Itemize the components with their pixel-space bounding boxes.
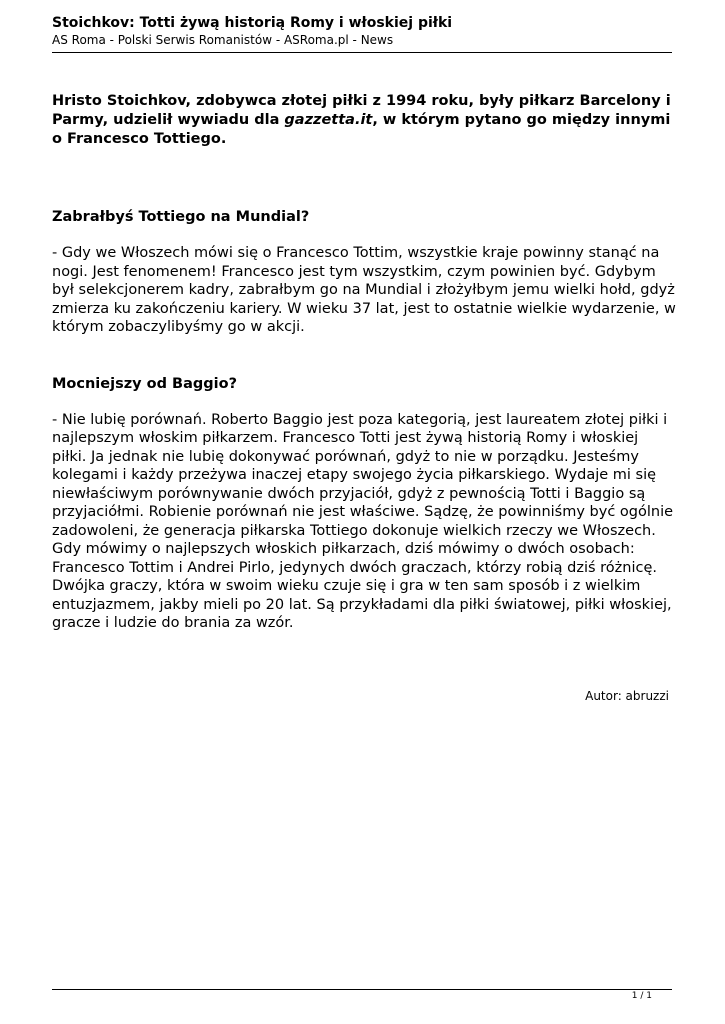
answer-paragraph: - Gdy we Włoszech mówi się o Francesco Tottim, wszystkie kraje powinny stanąć na nogi. Jest fenomenem! Francesco jest tym wszystkim, czym powinien być. Gdybym był selekcjonerem kadry, zabrałbym go na Mundial i złożyłbym jemu wielki hołd, gdyż zmierza ku zakończeniu kariery. W wieku 37 lat, jest to ostatnie wielkie wydarzenie, w którym zobaczylibyśmy go w akcji. — [52, 245, 676, 335]
answer-paragraph: - Nie lubię porównań. Roberto Baggio jest poza kategorią, jest laureatem złotej piłki i najlepszym włoskim piłkarzem. Francesco Totti jest żywą historią Romy i włoskiej piłki. Ja jednak nie lubię dokonywać porównań, gdyż to nie w porządku. Jesteśmy kolegami i każdy przeżywa inaczej etapy swojego życia piłkarskiego. Wydaje mi się niewłaściwym porównywanie dwóch przyjaciół, gdyż z pewnością Totti i Baggio są przyjaciółmi. Robienie porównań nie jest właściwe. Sądzę, że powinniśmy być ogólnie zadowoleni, że generacja piłkarska Tottiego dokonuje wielkich rzeczy we Włoszech. Gdy mówimy o najlepszych włoskich piłkarzach, dziś mówimy o dwóch osobach: Francesco Tottim i Andrei Pirlo, jedynych dwóch graczach, którzy robią dziś różnicę. Dwójka graczy, która w swoim wieku czuje się i gra w ten sam sposób i z wielkim entuzjazmem, jakby mieli po 20 lat. Są przykładami dla piłki światowej, piłki włoskiej, gracze i ludzie do brania za wzór. — [52, 411, 674, 631]
page-header — [52, 14, 672, 48]
lead-paragraph — [52, 92, 677, 149]
question-heading: Mocniejszy od Baggio? — [52, 375, 237, 392]
page-number: 1 / 1 — [631, 991, 652, 1001]
lead-text-before: Hristo Stoichkov, zdobywca złotej piłki z 1994 roku, były piłkarz Barcelony i Parmy, udzielił wywiadu dla — [52, 93, 671, 128]
question-heading: Zabrałbyś Tottiego na Mundial? — [52, 209, 310, 225]
article-body — [52, 92, 677, 633]
footer-divider — [52, 989, 672, 990]
lead-text-after: , w którym pytano go między innymi o Francesco Tottiego. — [52, 112, 671, 147]
author-line: Autor: abruzzi — [585, 689, 669, 703]
header-divider — [52, 52, 672, 53]
article-title: Stoichkov: Totti żywą historią Romy i włoskiej piłki — [52, 15, 453, 31]
site-subtitle: AS Roma - Polski Serwis Romanistów - ASRoma.pl - News — [52, 33, 394, 47]
source-name: gazzetta.it — [284, 112, 373, 128]
